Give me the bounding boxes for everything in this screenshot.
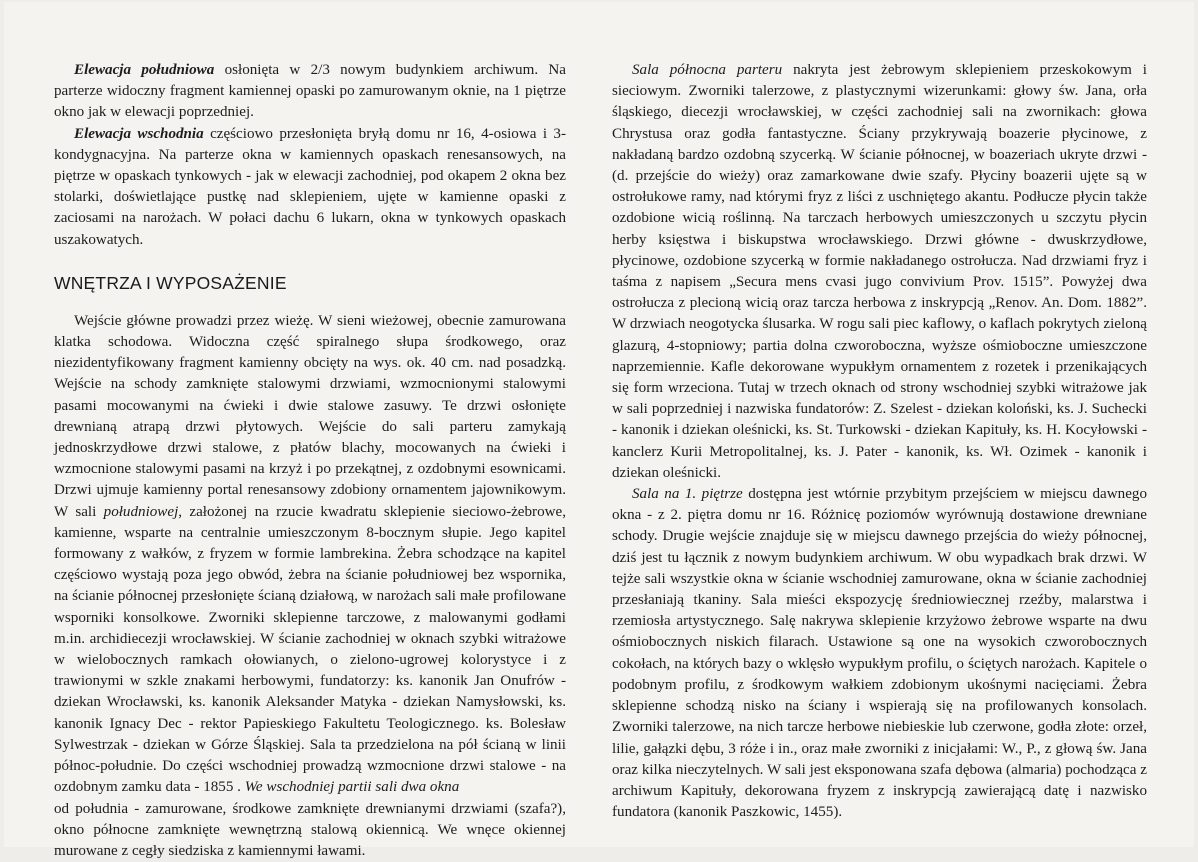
paragraph-text: częściowo przesłonięta bryłą domu nr 16, 4-osiowa i 3-kondygnacyjna. Na parterze okna w kamiennych opaskach renesansowych, na piętrze w opaskach tynkowych - jak w elewacji zachodniej, pod okapem 2 okna bez stolarki, doświetlające pustkę nad sklepieniem, ujęte w kamienne opaski z zaciosami na narożach. W połaci dachu 6 lukarn, okna w tynkowych opaskach uszakowatych. <box>54 126 566 248</box>
paragraph-north-hall <box>612 60 1147 484</box>
paragraph-text: osłonięta w 2/3 nowym budynkiem archiwum. Na parterze widoczny fragment kamiennej opaski po zamurowanym oknie, na 1 piętrze okno jak w elewacji poprzedniej. <box>54 62 566 120</box>
paragraph-east-elevation <box>54 124 566 251</box>
paragraph-lead: Elewacja wschodnia <box>74 126 204 142</box>
paragraph-interiors <box>54 311 566 799</box>
paragraph-lead: Sala na 1. piętrze <box>632 486 743 502</box>
section-heading: WNĘTRZA I WYPOSAŻENIE <box>54 272 566 294</box>
paragraph-south-elevation <box>54 60 566 124</box>
paragraph-continuation: od południa - zamurowane, środkowe zamknięte drewnianymi drzwiami (szafa?), okno północne zamknięte wewnętrzną stalową okiennicą. We wnęce okiennej murowane z cegły siedziska z kamiennymi ławami. <box>54 799 566 862</box>
emphasis-text: We wschodniej partii sali dwa okna <box>245 779 460 795</box>
emphasis-text: południowej <box>104 504 179 520</box>
paragraph-text: dostępna jest wtórnie przybitym przejściem w miejscu dawnego okna - z 2. piętra domu nr 16. Różnicę poziomów wyrównują dostawione drewniane schody. Drugie wejście znajduje się w miejscu dawnego przejścia do wieży północnej, dziś jest tu łącznik z nowym budynkiem archiwum. W obu wypadkach brak drzwi. W tejże sali wszystkie okna w ścianie wschodniej zamurowane, okna w ścianie zachodniej przesłaniają tkaniny. Sala mieści ekspozycję średniowiecznej rzeźby, malarstwa i rzemiosła artystycznego. Salę nakrywa sklepienie krzyżowo żebrowe wsparte na dwu ośmiobocznych niskich filarach. Ustawione są one na wysokich czworobocznych cokołach, na których bazy o wklęsło wypukłym profilu, o ściętych narożach. Kapitele o podobnym profilu, z środkowym wałkiem zdobionym ukośnymi nacięciami. Żebra sklepienne schodzą nisko na ściany i wspierają się na profilowanych konsolach. Zworniki talerzowe, na nich tarcze herbowe niebieskie lub czerwone, godła złote: orzeł, lilie, gałązki dębu, 3 róże i in., oraz małe zworniki z inicjałami: W., P., z głową św. Jana oraz kilka nieczytelnych. W sali jest eksponowana szafa dębowa (almaria) pochodząca z archiwum Kapituły, dekorowana fryzem z inskrypcją zawierającą datę i nazwisko fundatora (kanonik Paszkowic, 1455). <box>612 486 1147 820</box>
paragraph-text: nakryta jest żebrowym sklepieniem przeskokowym i sieciowym. Zworniki talerzowe, z plastycznymi wizerunkami: głowy św. Jana, orła śląskiego, diecezji wrocławskiej, w części zachodniej sali na zwornikach: głowa Chrystusa oraz godła fantastyczne. Ściany przykrywają boazerie płycinowe, z nakładaną bardzo ozdobną szycerką. W ścianie północnej, w boazeriach ukryte drzwi - (d. przejście do wieży) oraz zamarkowane dwie szafy. Płyciny boazerii ujęte są w ostrołukowe ramy, nad którymi fryz z liści z uschniętego akantu. Podłucze płycin także ozdobione wicią roślinną. Na tarczach herbowych umieszczonych u szczytu płycin herby księstwa i biskupstwa wrocławskiego. Drzwi główne - dwuskrzydłowe, płycinowe, ozdobione szycerką w formie nakładanego ostrołucza. Nad drzwiami fryz i taśma z napisem „Secura mens cvasi jugo convivium Prov. 1515”. Powyżej dwa ostrołucza z plecioną wicią oraz tarcza herbowa z inskrypcją „Renov. An. Dom. 1882”. W drzwiach neogotycka ślusarka. W rogu sali piec kaflowy, o kaflach pokrytych zieloną glazurą, 4-stopniowy; partia dolna czworoboczna, wyższe ośmioboczne umieszczone naprzemiennie. Kafle dekorowane wypukłym ornamentem z rozetek i przenikających się form wrzeciona. Tutaj w trzech oknach od strony wschodniej szybki witrażowe jak w sali poprzedniej i nazwiska fundatorów: Z. Szelest - dziekan koloński, ks. J. Suchecki - kanonik i dziekan oleśnicki, ks. St. Turkowski - dziekan Kapituły, ks. H. Kocyłowski - kanclerz Kurii Metropolitalnej, ks. J. Pater - kanonik, ks. Wł. Ozimek - kanonik i dziekan oleśnicki. <box>612 62 1147 481</box>
paragraph-first-floor-hall <box>612 484 1147 823</box>
paragraph-lead: Sala północna parteru <box>632 62 782 78</box>
paragraph-text: Wejście główne prowadzi przez wieżę. W sieni wieżowej, obecnie zamurowana klatka schodowa. Widoczna część spiralnego słupa środkowego, oraz niezidentyfikowany fragment kamienny obcięty na wys. ok. 40 cm. nad posadzką. Wejście na schody zamknięte stalowymi drzwiami, wzmocnionymi stalowymi pasami mocowanymi na ćwieki i dwie stalowe zasuwy. Te drzwi osłonięte drewnianą atrapą drzwi płytowych. Wejście do sali parteru zamykają jednoskrzydłowe drzwi stalowe, z płatów blachy, mocowanych na ćwieki i wzmocnione stalowymi pasami na krzyż i po przekątnej, z ozdobnymi esownicami. Drzwi ujmuje kamienny portal renesansowy zdobiony ornamentem jajownikowym. W sali <box>54 313 566 520</box>
paragraph-text: , założonej na rzucie kwadratu sklepienie sieciowo-żebrowe, kamienne, wsparte na centralnie umieszczonym 8-bocznym słupie. Jego kapitel formowany z wałków, z fryzem w formie lambrekina. Żebra schodzące na kapitel częściowo wystają poza jego obwód, żebra na ścianie południowej bez wspornika, na ścianie północnej przesłonięte ścianą działową, w narożach sali małe profilowane wsporniki konsolkowe. Zworniki sklepienne tarczowe, z malowanymi godłami m.in. archidiecezji wrocławskiej. W ścianie zachodniej w oknach szybki witrażowe w wielobocznych ramkach ołowianych, o zielono-ugrowej kolorystyce i z trawionymi w szkle znakami herbowymi, fundatorzy: ks. kanonik Jan Onufrów - dziekan Wrocławski, ks. kanonik Aleksander Matyka - dziekan Namysłowski, ks. kanonik Ignacy Dec - rektor Papieskiego Fakultetu Teologicznego. ks. Bolesław Sylwestrzak - dziekan w Górze Śląskiej. Sala ta przedzielona na pół ścianą w linii północ-południe. Do części wschodniej prowadzą wzmocnione drzwi stalowe - na ozdobnym zamku data - 1855 . <box>54 504 566 796</box>
paragraph-lead: Elewacja południowa <box>74 62 214 78</box>
right-column <box>612 60 1147 823</box>
left-column <box>54 60 566 862</box>
